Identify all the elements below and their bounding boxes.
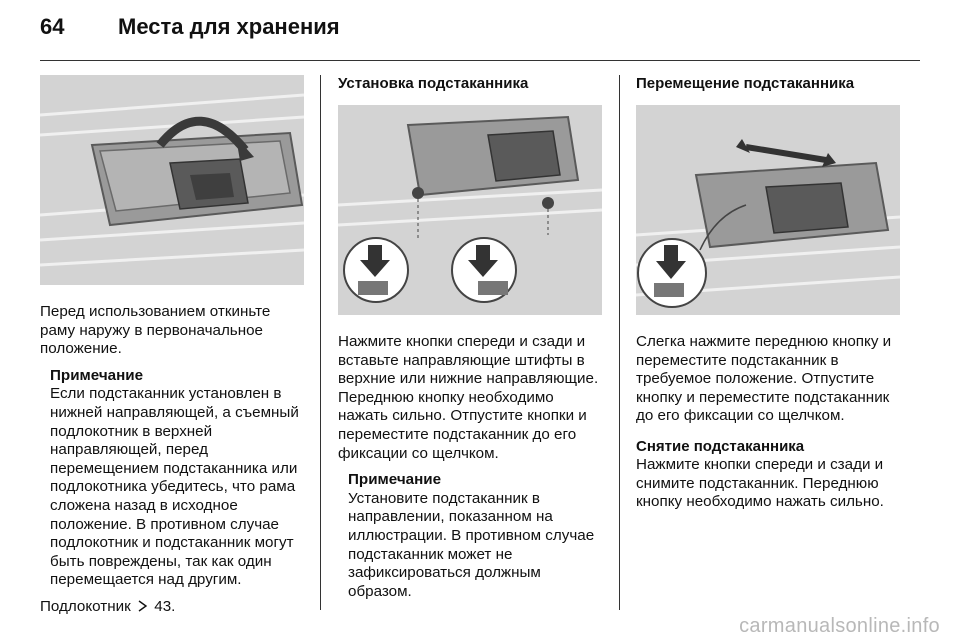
note-title-1: Примечание <box>50 366 144 384</box>
page-reference-arrow-icon <box>138 600 148 612</box>
note-text-2: Установите подстаканник в направлении, показанном на иллюстрации. В противном случае подстаканник может не зафиксироваться должным образом. <box>348 489 595 600</box>
column-divider-2 <box>619 75 620 610</box>
install-heading: Установка подстаканника <box>338 75 529 92</box>
column-1 <box>40 75 304 617</box>
site-watermark: carmanualsonline.info <box>739 615 940 637</box>
page-title: Места для хранения <box>118 14 340 39</box>
remove-paragraph: Нажмите кнопки спереди и сзади и снимите подстаканник. Переднюю кнопку необходимо нажать сильно. <box>636 455 884 511</box>
remove-heading: Снятие подстаканника <box>636 437 805 455</box>
note-block-1 <box>50 367 304 590</box>
column-2 <box>338 75 604 601</box>
move-heading: Перемещение подстаканника <box>636 75 855 92</box>
note-block-2 <box>348 471 604 601</box>
cupholder-fold-illustration <box>40 75 304 285</box>
note-text-1: Если подстаканник установлен в нижней направляющей, а съемный подлокотник в верхней направляющей, перед перемещением подстаканника или подлокотника убедитесь, что рама сложена назад в исходное положение. В противном случае подлокотник и подстаканник могут быть повреждены, так как один перемещается над другим. <box>50 385 299 589</box>
install-paragraph: Нажмите кнопки спереди и сзади и вставьте направляющие штифты в верхние или нижние направляющие. Переднюю кнопку необходимо нажать сильно. Отпустите кнопки и переместите подстаканник до его фиксации со щелчком. <box>338 333 599 462</box>
page-header <box>40 14 340 44</box>
note-title-2: Примечание <box>348 471 442 489</box>
cupholder-install-illustration <box>338 105 602 315</box>
page-number: 64 <box>40 14 65 39</box>
reference-page[interactable]: 43. <box>154 597 176 615</box>
column-3 <box>636 75 902 512</box>
armrest-reference <box>40 598 304 617</box>
reference-label[interactable]: Подлокотник <box>40 597 131 615</box>
header-rule <box>40 60 920 61</box>
intro-paragraph: Перед использованием откиньте раму наружу в первоначальное положение. <box>40 303 271 358</box>
move-paragraph: Слегка нажмите переднюю кнопку и переместите подстаканник в требуемое положение. Отпустите кнопку и переместите подстаканник до его фиксации со щелчком. <box>636 333 892 425</box>
cupholder-move-illustration <box>636 105 900 315</box>
column-divider-1 <box>320 75 321 610</box>
